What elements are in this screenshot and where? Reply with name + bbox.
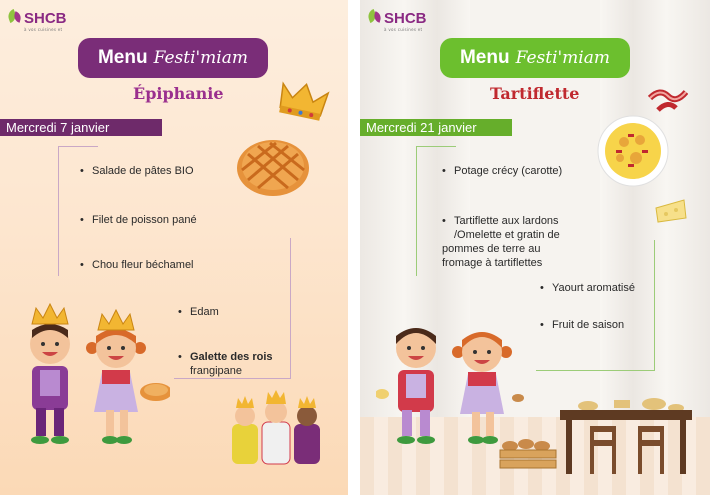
dessert-line-1: Galette des rois: [190, 351, 273, 363]
three-kings-icon: [226, 388, 326, 468]
menu-title: [78, 38, 268, 78]
menu-date: Mercredi 7 janvier: [0, 119, 162, 136]
leaf-logo-icon: [8, 10, 22, 24]
divider-line: [174, 378, 291, 379]
menu-item-side: • Chou fleur béchamel: [92, 258, 194, 272]
main-line-1: Tartiflette aux lardons: [454, 215, 559, 227]
children-icon: [376, 318, 536, 448]
menu-item-main: [442, 214, 560, 270]
leaf-logo-icon: [368, 10, 382, 24]
menu-item-dessert: [190, 350, 273, 378]
dessert-line-2: frangipane: [190, 365, 242, 377]
main-line-4: fromage à tartiflettes: [442, 257, 543, 269]
logo-tagline: à vos cuisines et: [384, 27, 423, 32]
menu-word: Menu: [459, 47, 510, 68]
divider-line: [536, 370, 655, 371]
theme-title: Tartiflette: [490, 84, 580, 103]
menu-item-dairy: • Yaourt aromatisé: [552, 281, 635, 295]
menu-epiphanie-panel: [0, 0, 348, 495]
menu-item-starter: • Salade de pâtes BIO: [92, 164, 194, 178]
menu-item-starter: • Potage crécy (carotte): [454, 164, 562, 178]
menu-item-dessert: • Fruit de saison: [552, 318, 624, 332]
main-line-2: /Omelette et gratin de: [454, 229, 560, 241]
children-icon: [10, 300, 170, 450]
festimiam-word: Festi'miam: [153, 48, 248, 68]
menu-title: [440, 38, 630, 78]
divider-line: [416, 146, 456, 147]
logo-text: SHCB: [384, 10, 427, 27]
logo-text: SHCB: [24, 10, 67, 27]
menu-item-main: • Filet de poisson pané: [92, 213, 197, 227]
cheese-icon: [654, 198, 688, 224]
crown-icon: [276, 78, 330, 124]
bacon-icon: [648, 78, 688, 114]
logo-tagline: à vos cuisines et: [24, 27, 63, 32]
potato-crate-icon: [498, 436, 558, 476]
menu-date: Mercredi 21 janvier: [360, 119, 512, 136]
menu-item-cheese: • Edam: [190, 305, 219, 319]
table-icon: [558, 396, 698, 478]
shcb-logo: [8, 8, 67, 32]
main-line-3: pommes de terre au: [442, 243, 541, 255]
shcb-logo: [368, 8, 427, 32]
divider-line: [58, 146, 59, 276]
galette-icon: [234, 134, 312, 198]
festimiam-word: Festi'miam: [515, 48, 610, 68]
divider-line: [58, 146, 98, 147]
theme-title: Épiphanie: [133, 84, 224, 103]
menu-tartiflette-panel: [360, 0, 710, 495]
divider-line: [290, 238, 291, 378]
divider-line: [416, 146, 417, 276]
divider-line: [654, 240, 655, 370]
menu-word: Menu: [97, 47, 148, 68]
tartiflette-dish-icon: [596, 114, 670, 188]
